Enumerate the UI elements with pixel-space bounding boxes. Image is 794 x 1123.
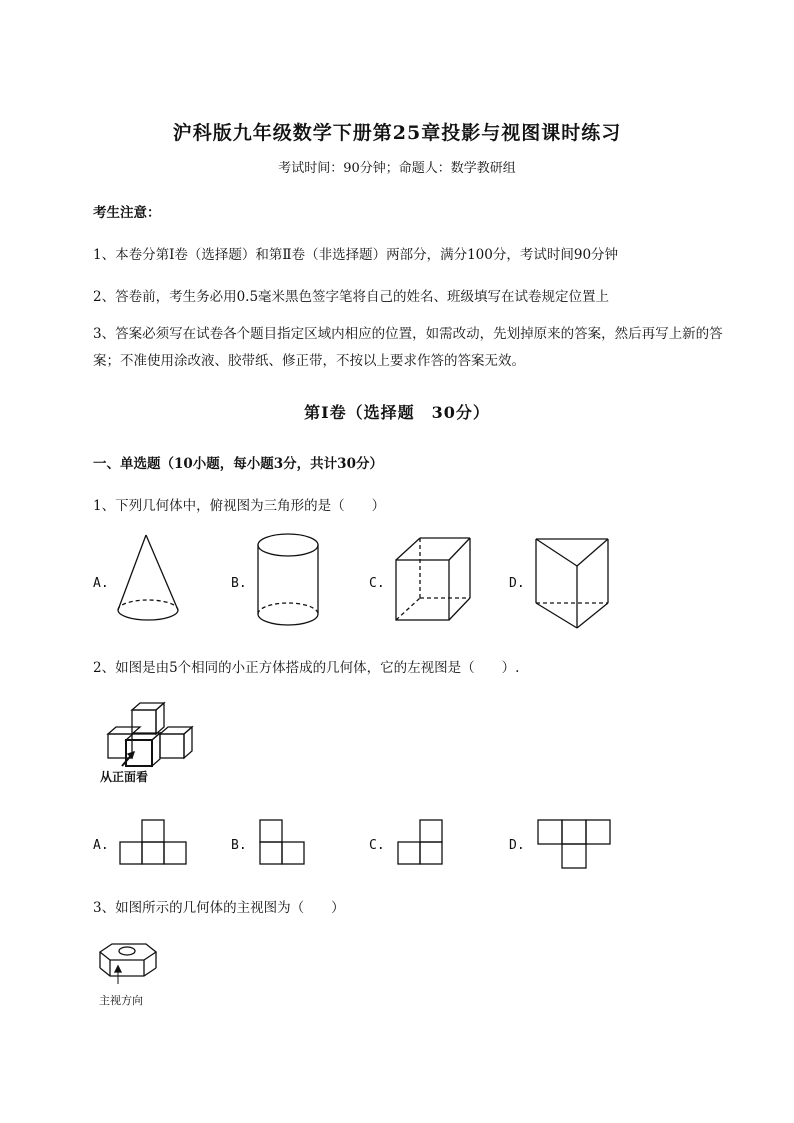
triangular-prism-figure [530, 536, 615, 631]
q2-option-a-figure[interactable] [118, 818, 193, 868]
notice-heading: 考生注意： [93, 205, 161, 221]
q1-option-c-label[interactable]: C. [369, 576, 385, 591]
q2-option-d-figure[interactable] [536, 818, 616, 873]
question-3-text: 3、如图所示的几何体的主视图为（ ） [93, 900, 345, 916]
q2-figure-caption: 从正面看 [100, 770, 149, 784]
q2-option-c-figure[interactable] [396, 818, 451, 868]
hex-nut-figure [96, 938, 166, 988]
question-1-text: 1、下列几何体中，俯视图为三角形的是（ ） [93, 498, 386, 514]
q1-option-a-label[interactable]: A. [93, 576, 109, 591]
notice-item-1: 1、本卷分第I卷（选择题）和第Ⅱ卷（非选择题）两部分，满分100分，考试时间90分钟 [93, 247, 619, 263]
notice-item-3: 3、答案必须写在试卷各个题目指定区域内相应的位置，如需改动，先划掉原来的答案，然后再写上新的答案；不准使用涂改液、胶带纸、修正带，不按以上要求作答的答案无效。 [93, 326, 723, 369]
part-heading: 一、单选题（10小题，每小题3分，共计30分） [93, 456, 383, 472]
q2-option-a-label[interactable]: A. [93, 838, 109, 853]
cone-figure [110, 530, 190, 630]
q2-option-c-label[interactable]: C. [369, 838, 385, 853]
q2-option-b-label[interactable]: B. [231, 838, 247, 853]
cube-figure [390, 536, 475, 626]
notice-item-2: 2、答卷前，考生务必用0.5毫米黑色签字笔将自己的姓名、班级填写在试卷规定位置上 [93, 289, 610, 305]
exam-info: 考试时间：90分钟；命题人：数学教研组 [278, 161, 516, 176]
page-title: 沪科版九年级数学下册第25章投影与视图课时练习 [172, 122, 622, 144]
q2-option-b-figure[interactable] [258, 818, 313, 868]
q2-option-d-label[interactable]: D. [509, 838, 525, 853]
section-title: 第I卷（选择题 30分） [304, 403, 490, 422]
q1-option-d-label[interactable]: D. [509, 576, 525, 591]
cylinder-figure [255, 530, 325, 630]
question-2-text: 2、如图是由5个相同的小正方体搭成的几何体，它的左视图是（ ）. [93, 660, 520, 676]
q3-figure-caption: 主视方向 [99, 994, 143, 1007]
q1-option-b-label[interactable]: B. [231, 576, 247, 591]
